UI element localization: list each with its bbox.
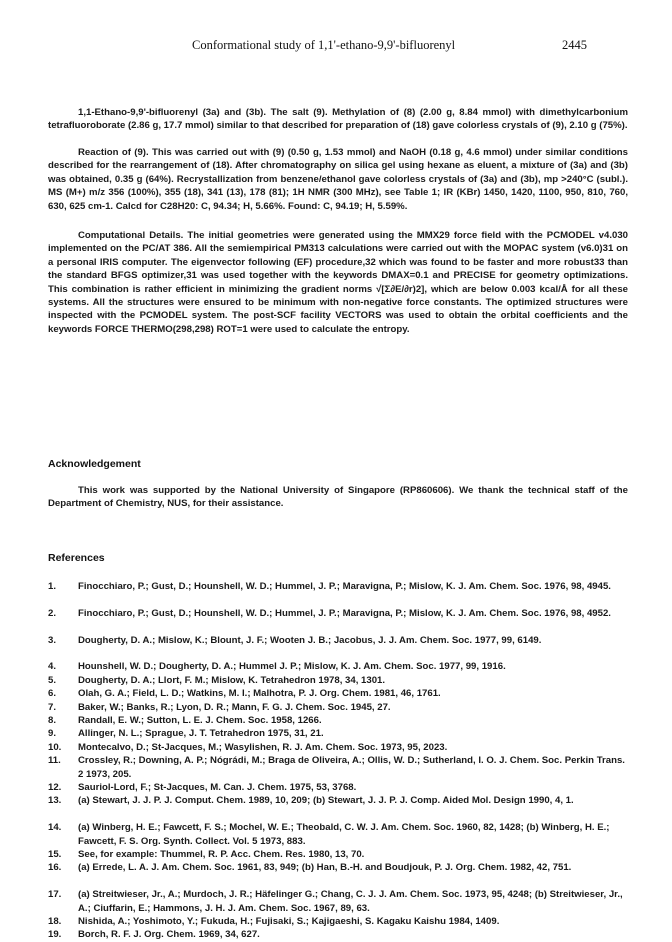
reference-item (48, 915, 630, 928)
references-heading: References (48, 552, 105, 564)
reference-text: (a) Errede, L. A. J. Am. Chem. Soc. 1961, 83, 949; (b) Han, B.-H. and Boudjouk, P. J. Org. Chem. 1982, 42, 751. (78, 862, 572, 874)
reference-text: Dougherty, D. A.; Llort, F. M.; Mislow, K. Tetrahedron 1978, 34, 1301. (78, 674, 386, 686)
reference-text: Allinger, N. L.; Sprague, J. T. Tetrahedron 1975, 31, 21. (78, 728, 324, 740)
reference-item (48, 607, 630, 634)
running-title: Conformational study of 1,1'-ethano-9,9'-bifluorenyl (192, 38, 456, 52)
reference-number: 16. (48, 862, 62, 874)
reference-item (48, 888, 630, 915)
reference-text: (a) Winberg, H. E.; Fawcett, F. S.; Mochel, W. E.; Theobald, C. W. J. Am. Chem. Soc. 1960, 82, 1428; (b) Winberg, H. E.; Fawcett, F. S. Org. Synth. Collect. Vol. 5 1973, 883. (78, 822, 610, 847)
reference-number: 7. (48, 701, 57, 713)
paragraph-bifluorenyl-prep: 1,1-Ethano-9,9'-bifluorenyl (3a) and (3b). The salt (9). Methylation of (8) (2.00 g, 8.84 mmol) with dimethylcarbonium tetrafluoroborate (2.86 g, 17.7 mmol) similar to that described for preparation of (18) gave colorless crystals of (9), 2.10 g (75%). (48, 107, 628, 132)
reference-number: 11. (48, 755, 61, 767)
acknowledgement-heading: Acknowledgement (48, 458, 141, 470)
acknowledgement-text: This work was supported by the National University of Singapore (RP860606). We thank the technical staff of the Department of Chemistry, NUS, for their assistance. (48, 485, 628, 510)
reference-item (48, 634, 630, 661)
reference-number: 5. (48, 674, 57, 686)
paragraph-computational-details: Computational Details. The initial geometries were generated using the MMX29 force field with the PCMODEL v4.030 implemented on the PC/AT 386. All the semiempirical PM313 calculations were carried out with the MOPAC system (v6.0)31 on a personal IRIS computer. The eigenvector following (EF) procedure,32 which was found to be faster and more robust33 than the standard BFGS optimizer,31 was used together with the keywords DMAX=0.1 and PRECISE for geometry optimizations. This combination is rather efficient in minimizing the gradient norms √[Σ∂E/∂r)2], which are below 0.003 kcal/Å for all these systems. All the structures were ensured to be minimum with non-negative force constants. The optimized structures were inspected with the PCMODEL system. The post-SCF facility VECTORS was used to obtain the orbital coefficients and the keywords FORCE THERMO(298,298) ROT=1 were used to calculate the entropy. (48, 230, 628, 335)
reference-text: Hounshell, W. D.; Dougherty, D. A.; Hummel J. P.; Mislow, K. J. Am. Chem. Soc. 1977, 99, 1916. (78, 661, 506, 673)
reference-item (48, 727, 630, 740)
page-number: 2445 (562, 38, 587, 52)
reference-number: 15. (48, 849, 62, 861)
reference-text: Borch, R. F. J. Org. Chem. 1969, 34, 627. (78, 929, 260, 941)
reference-number: 17. (48, 889, 62, 901)
reference-number: 4. (48, 661, 57, 673)
reference-number: 1. (48, 581, 57, 592)
reference-text: (a) Stewart, J. J. P. J. Comput. Chem. 1989, 10, 209; (b) Stewart, J. J. P. J. Comp. Aided Mol. Design 1990, 4, 1. (78, 795, 574, 807)
reference-number: 2. (48, 607, 57, 619)
reference-text: Crossley, R.; Downing, A. P.; Nógrádi, M.; Braga de Oliveira, A.; Ollis, W. D.; Sutherland, I. O. J. Chem. Soc. Perkin Trans. 2 1973, 205. (78, 755, 625, 780)
reference-text: (a) Streitwieser, Jr., A.; Murdoch, J. R.; Häfelinger G.; Chang, C. J. J. Am. Chem. Soc. 1973, 95, 4248; (b) Streitwieser, Jr., A.; Ciuffarin, E.; Hammons, J. H. J. Am. Chem. Soc. 1967, 89, 63. (78, 889, 623, 914)
reference-item (48, 821, 630, 848)
paragraph-reaction-of-9: Reaction of (9). This was carried out with (9) (0.50 g, 1.53 mmol) and NaOH (0.18 g, 4.6 mmol) under similar conditions described for the rearrangement of (18). After chromatography on silica gel using hexane as eluent, a mixture of (3a) and (3b) was obtained, 0.35 g (64%). Recrystallization from benzene/ethanol gave colorless crystals of (3a) and (3b), mp >240°C (subl.). MS (M+) m/z 356 (100%), 355 (18), 341 (13), 178 (81); 1H NMR (300 MHz), see Table 1; IR (KBr) 1450, 1420, 1100, 950, 810, 760, 630, 625 cm-1. Calcd for C28H20: C, 94.34; H, 5.66%. Found: C, 94.19; H, 5.59%. (48, 147, 628, 212)
reference-text: Dougherty, D. A.; Mislow, K.; Blount, J. F.; Wooten J. B.; Jacobus, J. J. Am. Chem. Soc. 1977, 99, 6149. (78, 634, 542, 646)
reference-item (48, 861, 630, 888)
reference-item (48, 701, 630, 714)
reference-item (48, 714, 630, 727)
reference-text: Montecalvo, D.; St-Jacques, M.; Wasylishen, R. J. Am. Chem. Soc. 1973, 95, 2023. (78, 741, 448, 753)
reference-number: 13. (48, 795, 62, 807)
references-list (48, 580, 630, 942)
reference-item (48, 794, 630, 821)
reference-number: 14. (48, 822, 62, 834)
reference-text: See, for example: Thummel, R. P. Acc. Chem. Res. 1980, 13, 70. (78, 849, 365, 861)
reference-text: Sauriol-Lord, F.; St-Jacques, M. Can. J. Chem. 1975, 53, 3768. (78, 782, 357, 794)
reference-item (48, 674, 630, 687)
reference-text: Randall, E. W.; Sutton, L. E. J. Chem. Soc. 1958, 1266. (78, 715, 322, 727)
reference-item (48, 848, 630, 861)
reference-item (48, 580, 630, 607)
reference-item (48, 660, 630, 673)
reference-number: 3. (48, 634, 57, 646)
reference-number: 9. (48, 728, 57, 740)
reference-number: 8. (48, 715, 57, 727)
reference-item (48, 754, 630, 781)
running-header (0, 38, 672, 54)
reference-number: 19. (48, 929, 62, 941)
reference-text: Baker, W.; Banks, R.; Lyon, D. R.; Mann, F. G. J. Chem. Soc. 1945, 27. (78, 701, 391, 713)
reference-number: 12. (48, 782, 62, 794)
reference-text: Finocchiaro, P.; Gust, D.; Hounshell, W. D.; Hummel, J. P.; Maravigna, P.; Mislow, K. J. Am. Chem. Soc. 1976, 98, 4952. (78, 607, 611, 619)
reference-text: Olah, G. A.; Field, L. D.; Watkins, M. I.; Malhotra, P. J. Org. Chem. 1981, 46, 1761. (78, 688, 441, 700)
reference-number: 6. (48, 688, 57, 700)
reference-number: 10. (48, 741, 62, 753)
reference-item (48, 687, 630, 700)
reference-item (48, 928, 630, 941)
reference-text: Nishida, A.; Yoshimoto, Y.; Fukuda, H.; Fujisaki, S.; Kajigaeshi, S. Kagaku Kaishu 1984, 1409. (78, 916, 500, 928)
reference-text: Finocchiaro, P.; Gust, D.; Hounshell, W. D.; Hummel, J. P.; Maravigna, P.; Mislow, K. J. Am. Chem. Soc. 1976, 98, 4945. (78, 581, 611, 592)
reference-item (48, 741, 630, 754)
reference-item (48, 781, 630, 794)
reference-number: 18. (48, 916, 62, 928)
